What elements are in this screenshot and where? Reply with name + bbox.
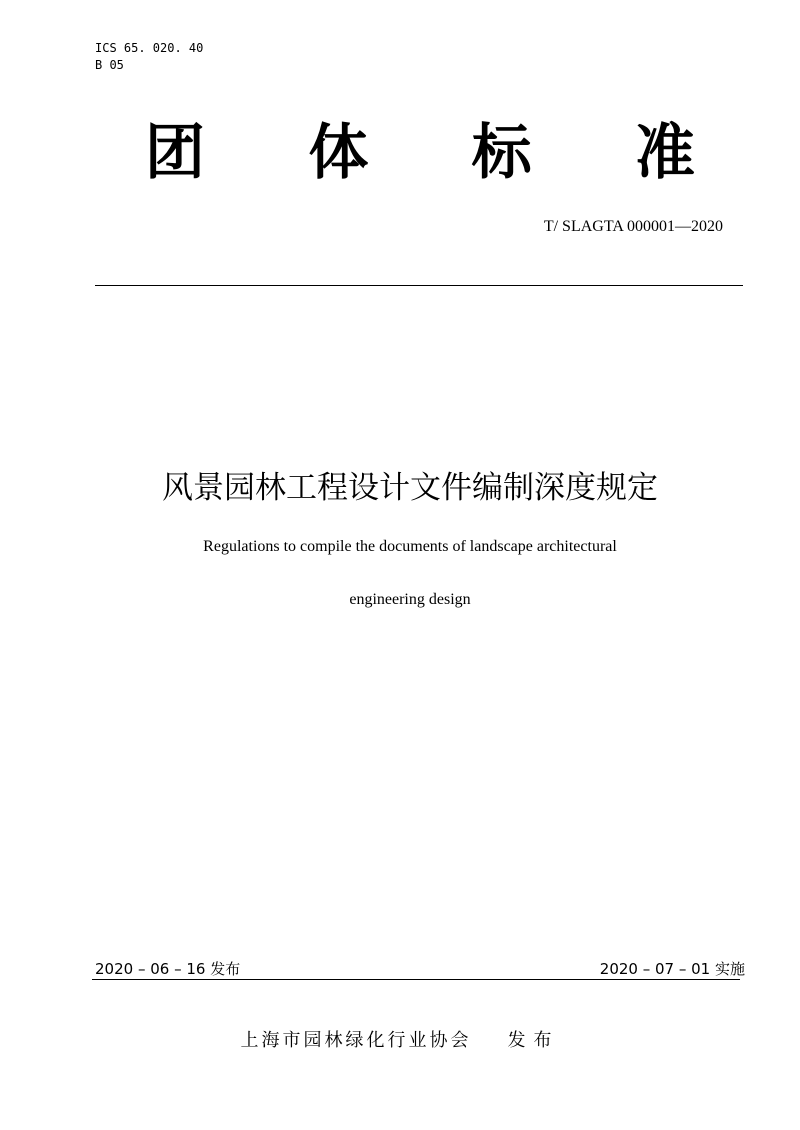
ics-code: ICS 65. 020. 40: [95, 41, 204, 55]
heading-char-2: 体: [308, 118, 369, 188]
publisher-action: 发布: [507, 1030, 560, 1051]
heading-char-3: 标: [471, 118, 532, 188]
publisher-organization: 上海市园林绿化行业协会: [240, 1030, 472, 1051]
ccs-code: B 05: [95, 58, 124, 72]
document-title-english-line-2: engineering design: [349, 591, 471, 608]
standard-type-heading: [140, 118, 700, 188]
publish-date: 2020 – 06 – 16 发布: [95, 960, 241, 978]
heading-char-4: 准: [634, 118, 695, 188]
classification-block: [95, 40, 203, 74]
standard-code: T/ SLAGTA 000001—2020: [543, 218, 723, 235]
top-divider: [95, 285, 743, 286]
implement-date: 2020 – 07 – 01 实施: [599, 960, 745, 978]
bottom-divider: [92, 979, 740, 980]
heading-char-1: 团: [145, 118, 205, 188]
publisher-line: [0, 1028, 800, 1054]
document-title-chinese: 风景园林工程设计文件编制深度规定: [162, 470, 658, 506]
document-title-english-line-1: Regulations to compile the documents of landscape architectural: [203, 538, 617, 555]
date-row: [95, 958, 745, 980]
